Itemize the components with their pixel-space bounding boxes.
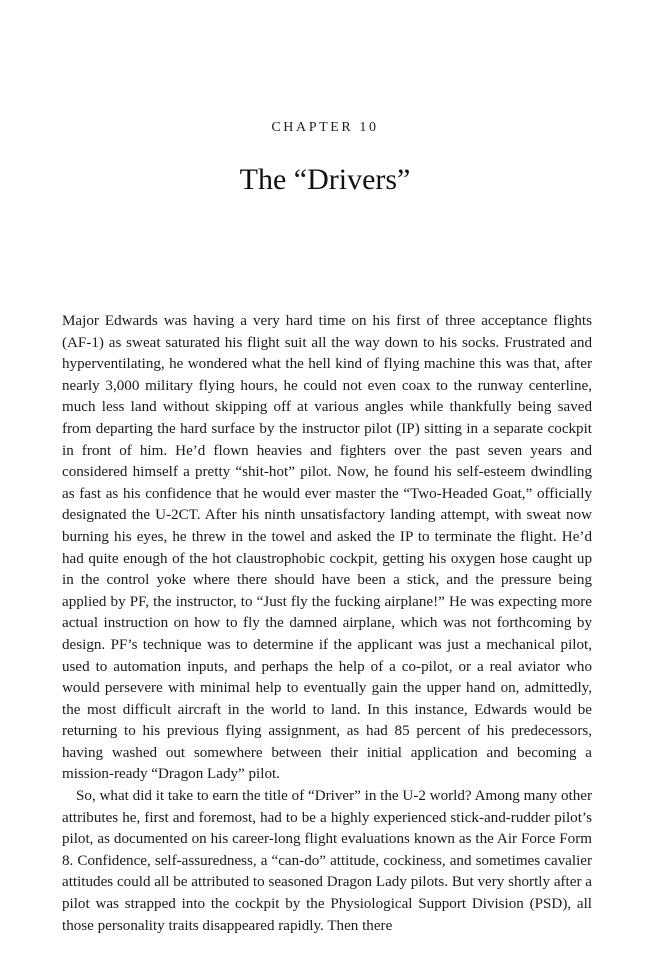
chapter-title: The “Drivers” xyxy=(239,163,411,196)
paragraph-2: So, what did it take to earn the title of “Driver” in the U-2 world? Among many other attributes he, first and foremost, had to be a highly experienced stick-and-rudder pilot’s pilot, as documented on his career-long flight evaluations known as the Air Force Form 8. Confidence, self-assuredness, a “can-do” attitude, cockiness, and sometimes cavalier attitudes could all be attributed to seasoned Dragon Lady pilots. But very shortly after a pilot was strapped into the cockpit by the Physiological Support Division (PSD), all those personality traits disappeared rapidly. Then there xyxy=(62,788,592,934)
paragraph-1: Major Edwards was having a very hard time on his first of three acceptance flights (AF-1) as sweat saturated his flight suit all the way down to his socks. Frustrated and hyperventilating, he wondered what the hell kind of flying machine this was that, after nearly 3,000 military flying hours, he could not even coax to the runway centerline, much less land without skipping off at various angles while thankfully being saved from departing the hard surface by the instructor pilot (IP) sitting in a separate cockpit in front of him. He’d flown heavies and fighters over the past seven years and considered himself a pretty “shit-hot” pilot. Now, he found his self-esteem dwindling as fast as his confidence that he would ever master the “Two-Headed Goat,” officially designated the U-2CT. After his ninth unsatisfactory landing attempt, with sweat now burning his eyes, he threw in the towel and asked the IP to terminate the flight. He’d had quite enough of the hot claustrophobic cockpit, getting his oxygen hose caught up in the control yoke where there should have been a stick, and the pressure being applied by PF, the instructor, to “Just fly the fucking airplane!” He was expecting more actual instruction on how to fly the damned airplane, which was not forthcoming by design. PF’s technique was to determine if the applicant was just a mechanical pilot, used to automation inputs, and perhaps the help of a co-pilot, or a real aviator who would persevere with minimal help to eventually gain the upper hand on, admittedly, the most difficult aircraft in the world to land. In this instance, Edwards would be returning to his previous flying assignment, as had 85 percent of his predecessors, having washed out somewhere between their initial application and becoming a mission-ready “Dragon Lady” pilot. xyxy=(62,313,592,783)
body-text xyxy=(62,311,592,937)
chapter-number: CHAPTER 10 xyxy=(271,120,379,135)
